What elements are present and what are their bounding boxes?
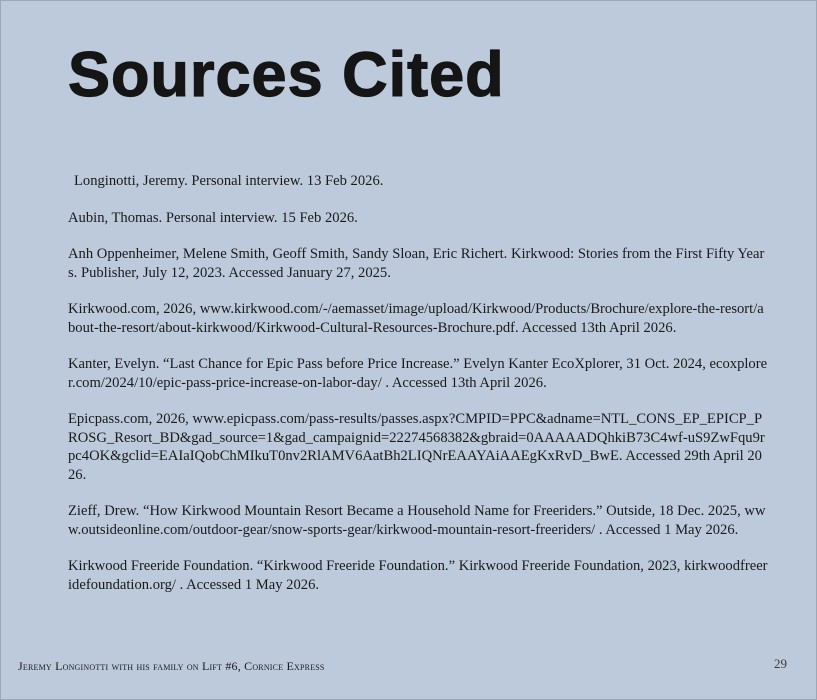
citation-item: Kirkwood.com, 2026, www.kirkwood.com/-/aemasset/image/upload/Kirkwood/Products/Brochure/explore-the-resort/about-the-resort/about-kirkwood/Kirkwood-Cultural-Resources-Brochure.pdf. Accessed 13th April 2026. — [68, 301, 764, 336]
citation-item: Longinotti, Jeremy. Personal interview. 13 Feb 2026. — [74, 173, 384, 189]
citation-item: Aubin, Thomas. Personal interview. 15 Feb 2026. — [68, 209, 358, 226]
page-title: Sources Cited — [68, 40, 505, 110]
photo-caption: Jeremy Longinotti with his family on Lift #6, Cornice Express — [18, 659, 325, 673]
citation-item: Kirkwood Freeride Foundation. “Kirkwood Freeride Foundation.” Kirkwood Freeride Foundation, 2023, kirkwoodfreeridefoundation.org/ . Accessed 1 May 2026. — [68, 558, 768, 593]
page-number: 29 — [774, 656, 787, 671]
citation-item: Anh Oppenheimer, Melene Smith, Geoff Smith, Sandy Sloan, Eric Richert. Kirkwood: Stories from the First Fifty Years. Publisher, July 12, 2023. Accessed January 27, 2025. — [68, 246, 765, 281]
citation-list — [68, 172, 768, 612]
citation-item: Zieff, Drew. “How Kirkwood Mountain Resort Became a Household Name for Freeriders.” Outside, 18 Dec. 2025, www.outsideonline.com/outdoor-gear/snow-sports-gear/kirkwood-mountain-resort-freeriders/ . Accessed 1 May 2026. — [68, 503, 766, 538]
citation-item: Kanter, Evelyn. “Last Chance for Epic Pass before Price Increase.” Evelyn Kanter EcoXplorer, 31 Oct. 2024, ecoxplorer.com/2024/10/epic-pass-price-increase-on-labor-day/ . Accessed 13th April 2026. — [68, 356, 768, 391]
citation-item: Epicpass.com, 2026, www.epicpass.com/pass-results/passes.aspx?CMPID=PPC&adname=NTL_CONS_EP_EPICP_PROSG_Resort_BD&gad_source=1&gad_campaignid=22274568382&gbraid=0AAAAADQhkiB73C4wf-uS9ZwFqu9rpc4OK&gclid=EAIaIQobChMIkuT0nv2RlAMV6AatBh2LIQNrEAAYAiAAEgKxRvD_BwE. Accessed 29th April 2026. — [68, 411, 765, 483]
